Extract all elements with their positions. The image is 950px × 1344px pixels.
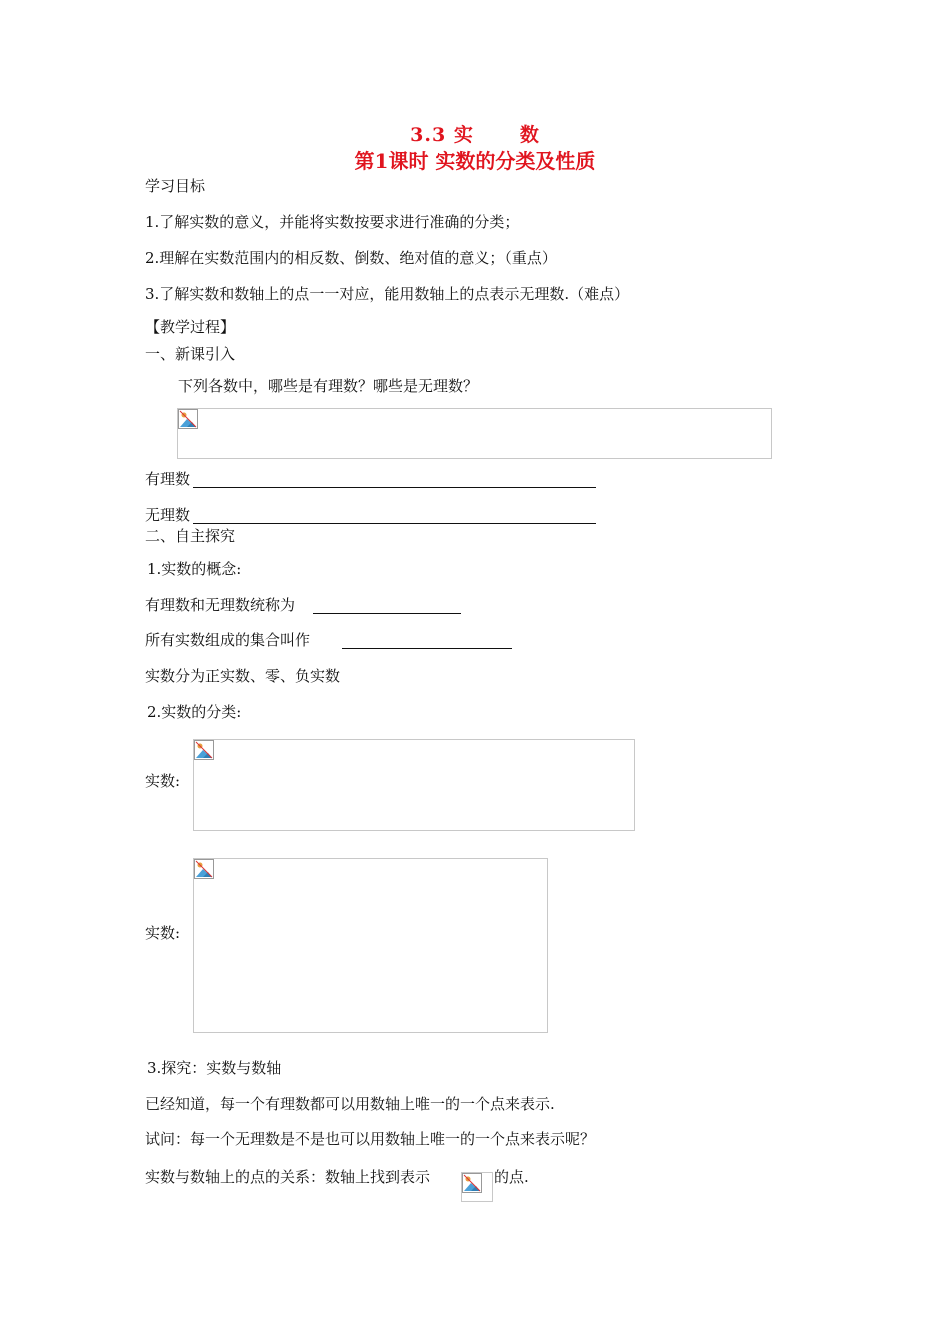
concept-line1: 有理数和无理数统称为 xyxy=(145,596,296,614)
lesson-title-part1: 3.3 实 xyxy=(410,124,474,146)
classification-heading: 2.实数的分类: xyxy=(147,703,242,721)
concept-line2: 所有实数组成的集合叫作 xyxy=(145,631,311,649)
process-heading: 【教学过程】 xyxy=(145,318,236,336)
section2-heading: 二、自主探究 xyxy=(145,527,236,545)
irrational-blank xyxy=(193,522,596,524)
classification-label: 实数: xyxy=(145,924,181,942)
broken-image-icon xyxy=(194,740,214,760)
explore-line2: 试问：每一个无理数是不是也可以用数轴上唯一的一个点来表示呢？ xyxy=(145,1130,596,1148)
explore-line3-end: 的点. xyxy=(494,1168,529,1186)
concept-line3: 实数分为正实数、零、负实数 xyxy=(145,667,341,685)
lesson-title xyxy=(0,125,950,145)
inline-formula-image xyxy=(461,1172,493,1202)
section1-heading: 一、新课引入 xyxy=(145,345,236,363)
explore-line3-start: 实数与数轴上的点的关系：数轴上找到表示 xyxy=(145,1168,431,1186)
concept-blank1 xyxy=(313,612,461,614)
broken-image-icon xyxy=(194,859,214,879)
lesson-subtitle: 第1课时 实数的分类及性质 xyxy=(354,149,596,173)
classification-label: 实数: xyxy=(145,772,181,790)
concept-blank2 xyxy=(342,647,512,649)
lesson-title-part2: 数 xyxy=(519,124,540,146)
classification-image xyxy=(193,858,548,1033)
rational-label: 有理数 xyxy=(145,470,191,488)
concept-heading: 1.实数的概念: xyxy=(147,560,242,578)
objectives-heading: 学习目标 xyxy=(145,177,206,195)
section1-prompt: 下列各数中，哪些是有理数？哪些是无理数？ xyxy=(178,377,479,395)
explore-heading: 3.探究：实数与数轴 xyxy=(147,1059,282,1077)
explore-line1: 已经知道，每一个有理数都可以用数轴上唯一的一个点来表示. xyxy=(145,1095,555,1113)
objective-item: 1.了解实数的意义，并能将实数按要求进行准确的分类； xyxy=(145,213,520,231)
broken-image-icon xyxy=(178,409,198,429)
classification-image xyxy=(193,739,635,831)
broken-image-icon xyxy=(462,1173,482,1193)
objective-item: 3.了解实数和数轴上的点一一对应，能用数轴上的点表示无理数.（难点） xyxy=(145,285,630,303)
objective-item: 2.理解在实数范围内的相反数、倒数、绝对值的意义；（重点） xyxy=(145,249,557,267)
numbers-image xyxy=(177,408,772,459)
rational-blank xyxy=(193,486,596,488)
irrational-label: 无理数 xyxy=(145,506,191,524)
